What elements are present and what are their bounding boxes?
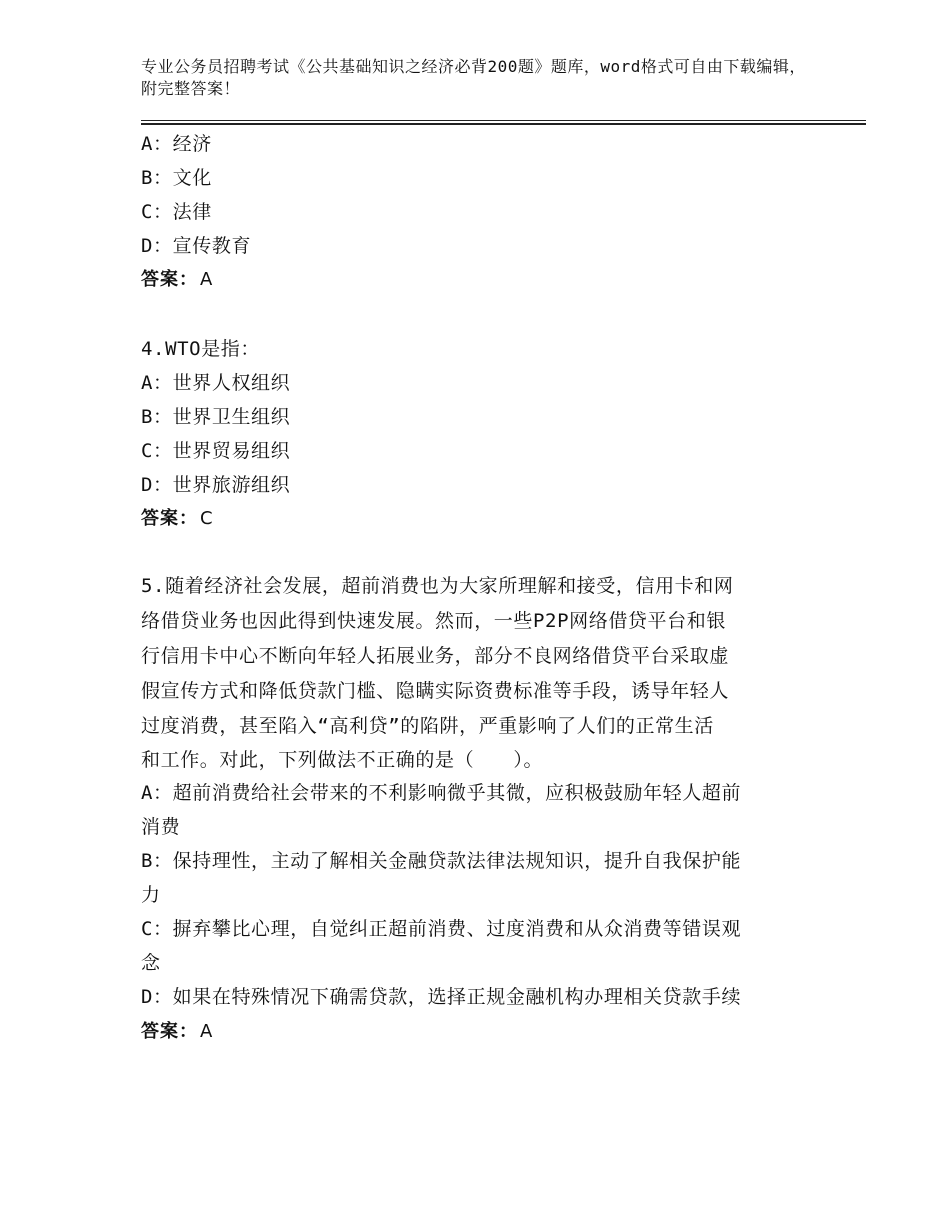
q3-answer [141, 263, 821, 297]
q3-option-d: D：宣传教育 [141, 235, 252, 257]
q5-option-b-cont: 力 [141, 884, 161, 906]
answer-label: 答案： [141, 508, 198, 529]
answer-label: 答案： [141, 269, 198, 290]
q4-option-a: A：世界人权组织 [141, 372, 291, 394]
q3-option-b: B：文化 [141, 167, 212, 189]
q5-stem-line: 过度消费，甚至陷入“高利贷”的陷阱，严重影响了人们的正常生活 [141, 715, 714, 737]
q5-option-c: C：摒弃攀比心理，自觉纠正超前消费、过度消费和从众消费等错误观 [141, 918, 742, 940]
q5-option-d: D：如果在特殊情况下确需贷款，选择正规金融机构办理相关贷款手续 [141, 986, 742, 1008]
q5-answer [141, 1015, 821, 1049]
answer-label: 答案： [141, 1021, 198, 1042]
q5-stem-line: 假宣传方式和降低贷款门槛、隐瞒实际资费标准等手段，诱导年轻人 [141, 680, 730, 702]
q4-option-d: D：世界旅游组织 [141, 474, 291, 496]
q5-option-b: B：保持理性，主动了解相关金融贷款法律法规知识，提升自我保护能 [141, 850, 742, 872]
answer-value: A [200, 269, 214, 290]
q5-option-c-cont: 念 [141, 952, 161, 974]
q3-option-c: C：法律 [141, 201, 212, 223]
q5-stem-line: 5.随着经济社会发展，超前消费也为大家所理解和接受，信用卡和网 [141, 575, 734, 597]
q5-stem-line: 和工作。对此，下列做法不正确的是（ ）。 [141, 749, 544, 771]
header-divider-thin [141, 120, 866, 121]
q4-option-c: C：世界贸易组织 [141, 440, 291, 462]
q3-option-a: A：经济 [141, 133, 212, 155]
answer-value: C [200, 508, 214, 529]
q5-option-a-cont: 消费 [141, 816, 181, 838]
header-divider-thick [141, 123, 866, 125]
q4-answer [141, 502, 821, 536]
q5-option-a: A：超前消费给社会带来的不利影响微乎其微，应积极鼓励年轻人超前 [141, 782, 742, 804]
q5-stem-line: 行信用卡中心不断向年轻人拓展业务，部分不良网络借贷平台采取虚 [141, 645, 730, 667]
answer-value: A [200, 1021, 214, 1042]
q4-option-b: B：世界卫生组织 [141, 406, 291, 428]
q5-stem-line: 络借贷业务也因此得到快速发展。然而，一些P2P网络借贷平台和银 [141, 610, 726, 632]
q4-stem: 4.WTO是指： [141, 338, 260, 360]
document-header: 专业公务员招聘考试《公共基础知识之经济必背200题》题库，word格式可自由下载编辑，附完整答案！ [141, 57, 806, 98]
